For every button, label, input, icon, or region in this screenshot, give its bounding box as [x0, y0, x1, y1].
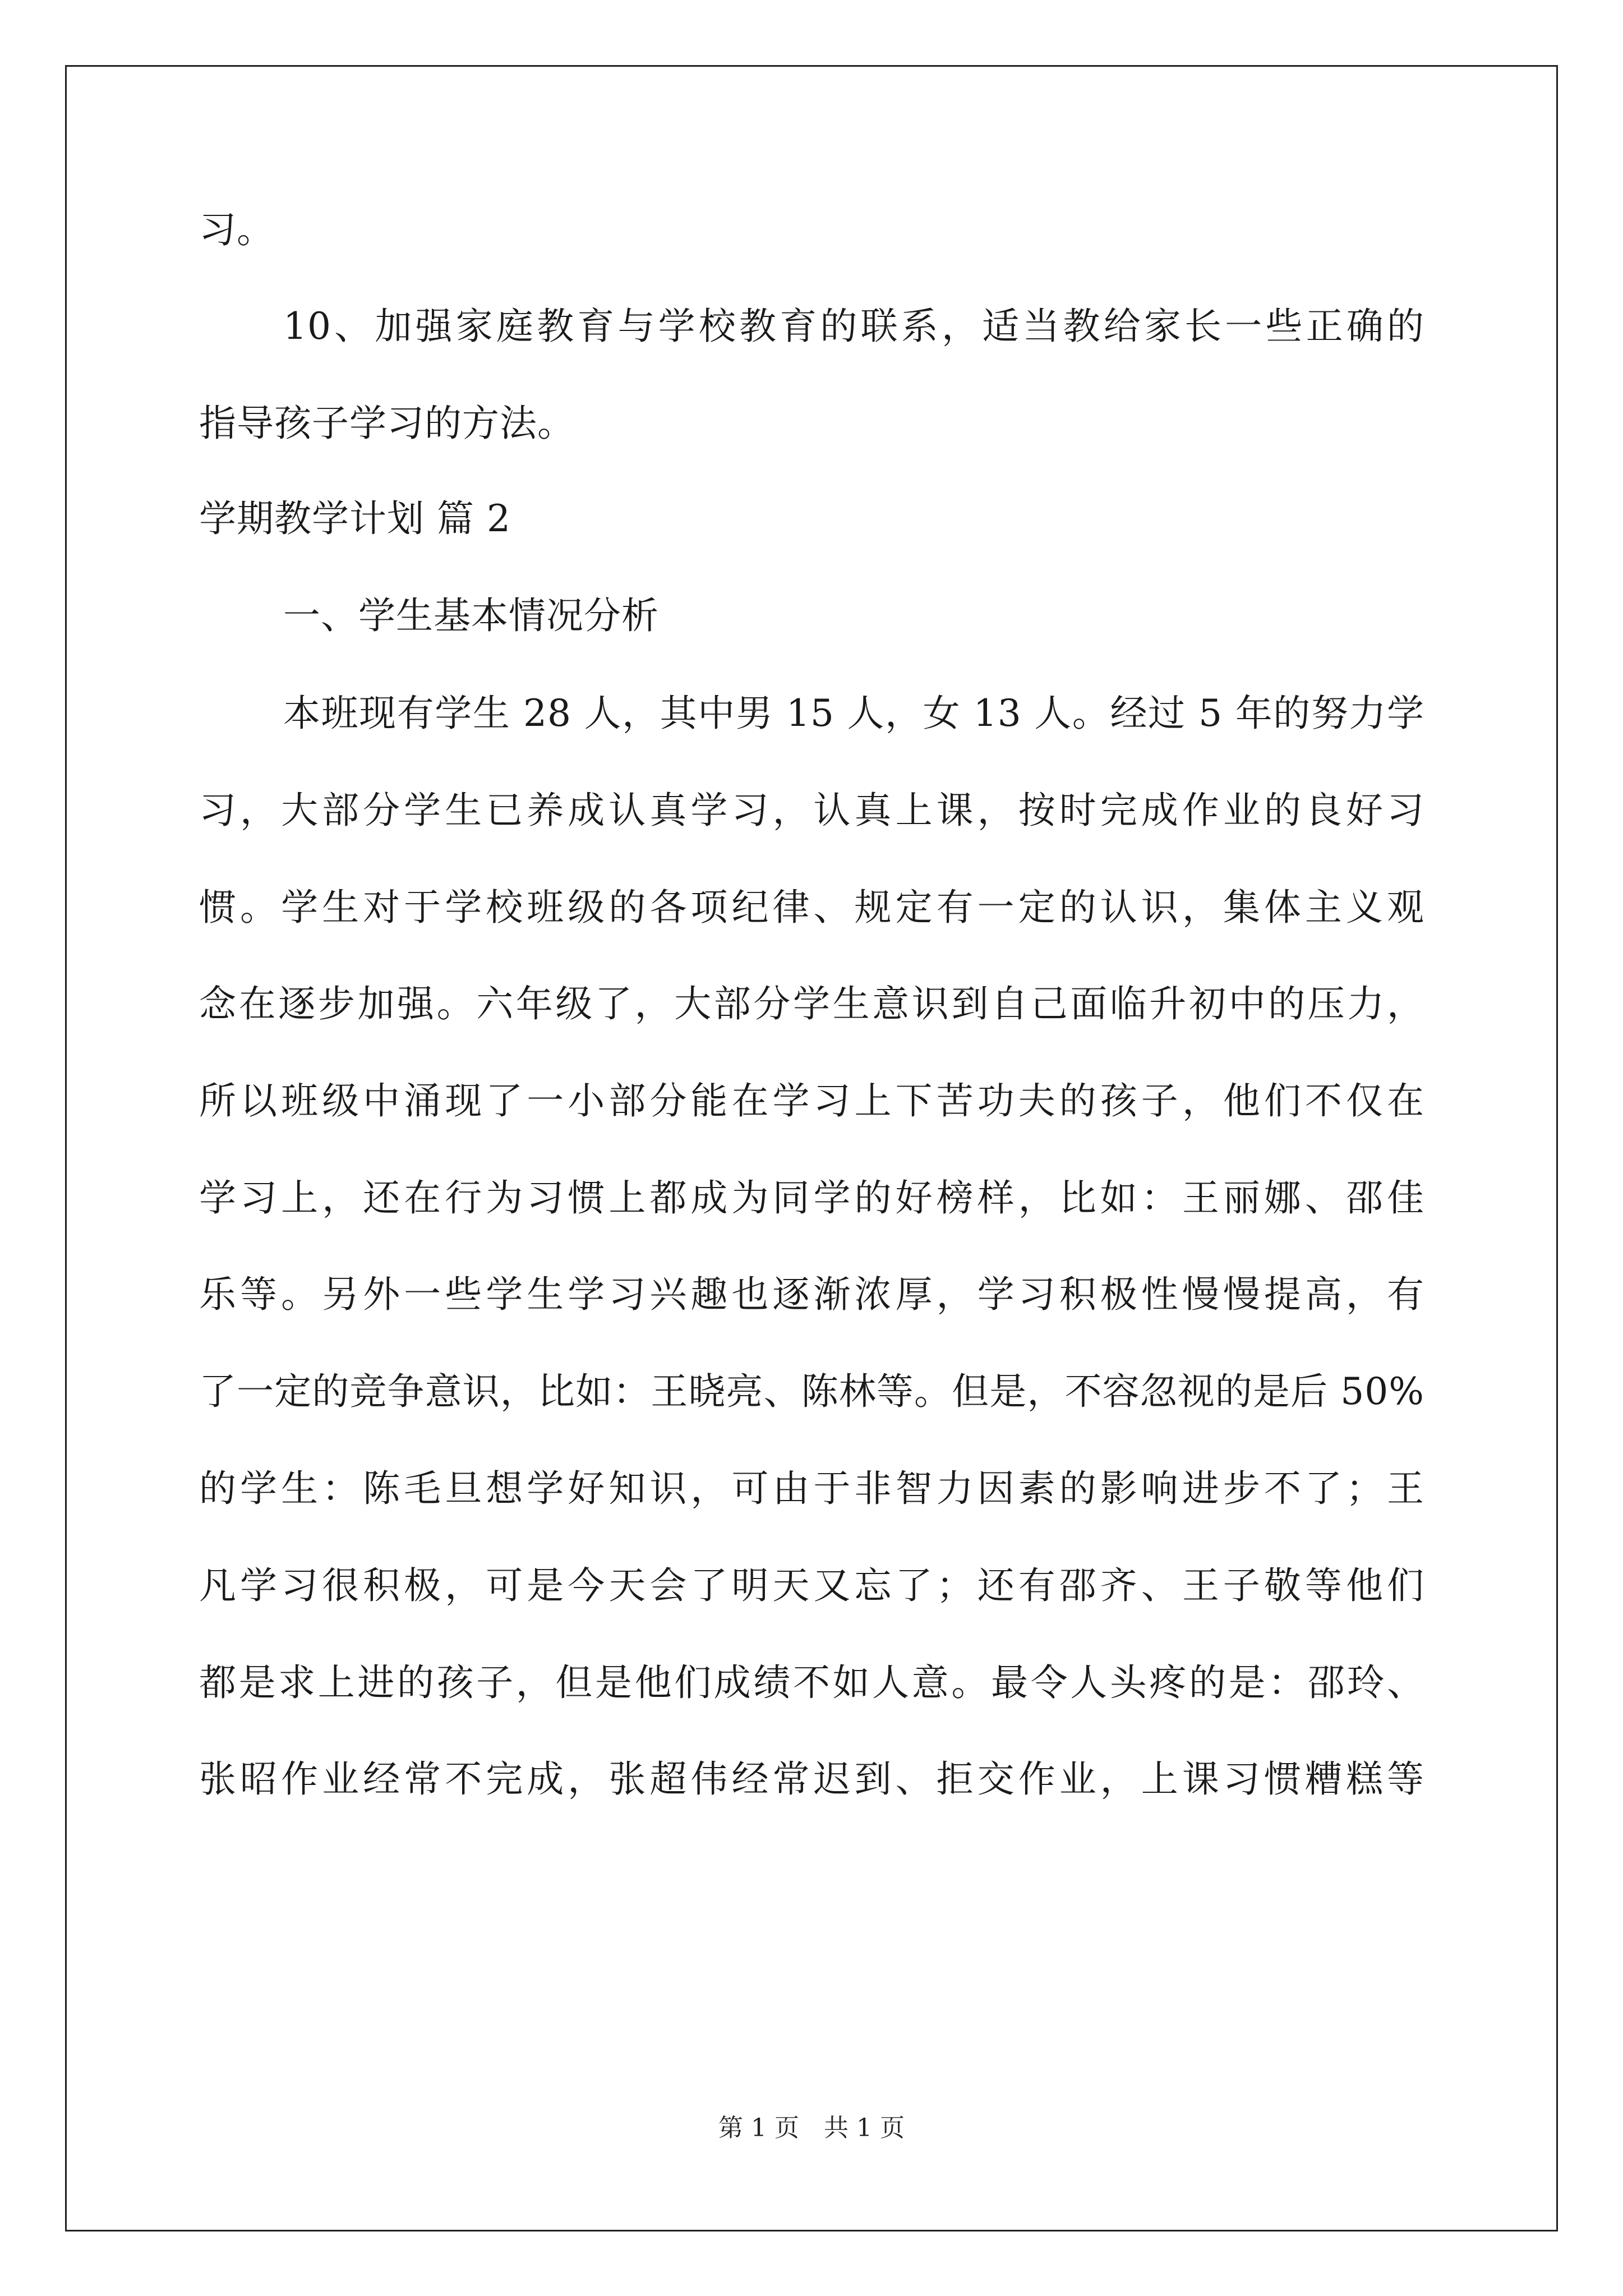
text-line: 都是求上进的孩子，但是他们成绩不如人意。最令人头疼的是：邵玲、 [199, 1661, 1424, 1704]
text-line: 凡学习很积极，可是今天会了明天又忘了；还有邵齐、王子敬等他们 [199, 1564, 1424, 1607]
page-border [65, 65, 1558, 2231]
text-line: 惯。学生对于学校班级的各项纪律、规定有一定的认识，集体主义观 [199, 886, 1424, 929]
text-line: 念在逐步加强。六年级了，大部分学生意识到自己面临升初中的压力， [199, 982, 1424, 1025]
section-heading: 学期教学计划 篇 2 [199, 497, 511, 540]
text-line: 的学生：陈毛旦想学好知识，可由于非智力因素的影响进步不了；王 [199, 1467, 1424, 1510]
text-line: 本班现有学生 28 人，其中男 15 人，女 13 人。经过 5 年的努力学 [283, 692, 1424, 735]
page-number: 第 1 页 共 1 页 [718, 2114, 905, 2142]
text-line: 乐等。另外一些学生学习兴趣也逐渐浓厚，学习积极性慢慢提高，有 [199, 1273, 1424, 1316]
text-line: 学习上，还在行为习惯上都成为同学的好榜样，比如：王丽娜、邵佳 [199, 1176, 1424, 1220]
text-line: 习，大部分学生已养成认真学习，认真上课，按时完成作业的良好习 [199, 789, 1424, 832]
text-line: 张昭作业经常不完成，张超伟经常迟到、拒交作业，上课习惯糟糕等 [199, 1757, 1424, 1801]
text-line: 了一定的竞争意识，比如：王晓亮、陈林等。但是，不容忽视的是后 50% [199, 1370, 1424, 1413]
subsection-heading: 一、学生基本情况分析 [283, 594, 659, 637]
text-line: 10、加强家庭教育与学校教育的联系，适当教给家长一些正确的 [283, 305, 1424, 348]
text-line: 指导孩子学习的方法。 [199, 402, 575, 445]
text-line: 习。 [199, 208, 274, 251]
text-line: 所以班级中涌现了一小部分能在学习上下苦功夫的孩子，他们不仅在 [199, 1079, 1424, 1122]
